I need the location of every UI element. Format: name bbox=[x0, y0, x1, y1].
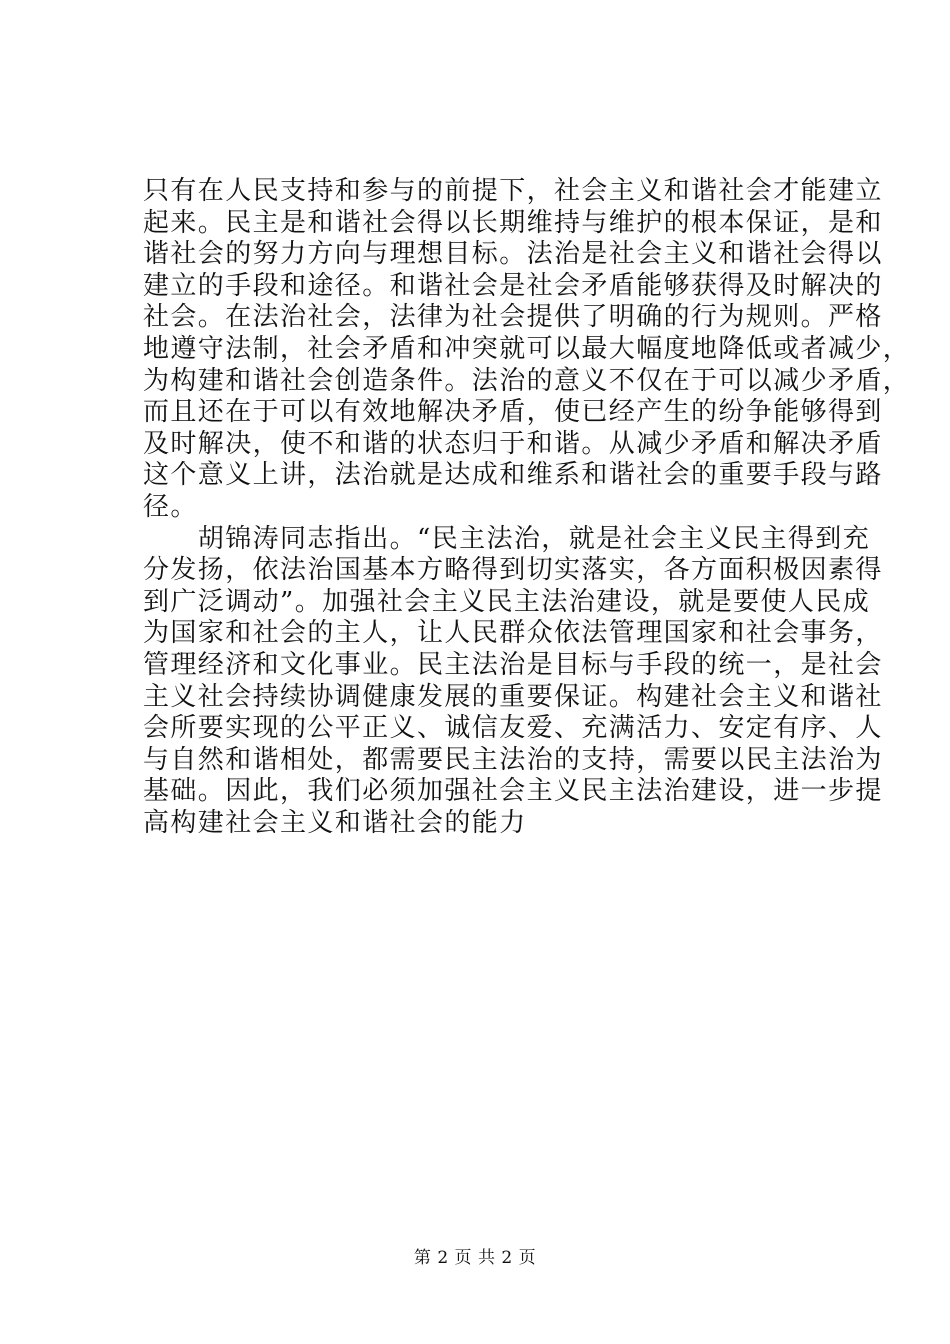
text-line: 而且还在于可以有效地解决矛盾，使已经产生的纷争能够得到 bbox=[143, 397, 883, 428]
text-line: 为构建和谐社会创造条件。法治的意义不仅在于可以减少矛盾， bbox=[143, 365, 911, 396]
text-line: 分发扬，依法治国基本方略得到切实落实，各方面积极因素得 bbox=[143, 555, 883, 586]
document-body bbox=[143, 176, 911, 839]
text-line: 到广泛调动”。加强社会主义民主法治建设，就是要使人民成 bbox=[143, 586, 871, 617]
text-line: 主义社会持续协调健康发展的重要保证。构建社会主义和谐社 bbox=[143, 681, 883, 712]
text-line: 胡锦涛同志指出。“民主法治，就是社会主义民主得到充 bbox=[143, 523, 871, 554]
text-line: 谐社会的努力方向与理想目标。法治是社会主义和谐社会得以 bbox=[143, 239, 883, 270]
page-number-footer: 第 2 页 共 2 页 bbox=[413, 1248, 537, 1268]
text-line: 与自然和谐相处，都需要民主法治的支持，需要以民主法治为 bbox=[143, 744, 883, 775]
text-line: 只有在人民支持和参与的前提下，社会主义和谐社会才能建立 bbox=[143, 176, 883, 206]
text-line: 高构建社会主义和谐社会的能力 bbox=[143, 807, 527, 838]
text-line: 起来。民主是和谐社会得以长期维持与维护的根本保证，是和 bbox=[143, 207, 883, 238]
text-line: 这个意义上讲，法治就是达成和维系和谐社会的重要手段与路 bbox=[143, 460, 883, 491]
text-line: 径。 bbox=[143, 491, 198, 522]
text-line: 管理经济和文化事业。民主法治是目标与手段的统一，是社会 bbox=[143, 649, 883, 680]
text-line: 建立的手段和途径。和谐社会是社会矛盾能够获得及时解决的 bbox=[143, 270, 883, 301]
text-line: 为国家和社会的主人，让人民群众依法管理国家和社会事务， bbox=[143, 618, 883, 649]
text-line: 会所要实现的公平正义、诚信友爱、充满活力、安定有序、人 bbox=[143, 713, 883, 744]
text-line: 基础。因此，我们必须加强社会主义民主法治建设，进一步提 bbox=[143, 776, 883, 807]
text-line: 及时解决，使不和谐的状态归于和谐。从减少矛盾和解决矛盾 bbox=[143, 428, 883, 459]
text-line: 地遵守法制，社会矛盾和冲突就可以最大幅度地降低或者减少， bbox=[143, 333, 911, 364]
text-line: 社会。在法治社会，法律为社会提供了明确的行为规则。严格 bbox=[143, 302, 883, 333]
